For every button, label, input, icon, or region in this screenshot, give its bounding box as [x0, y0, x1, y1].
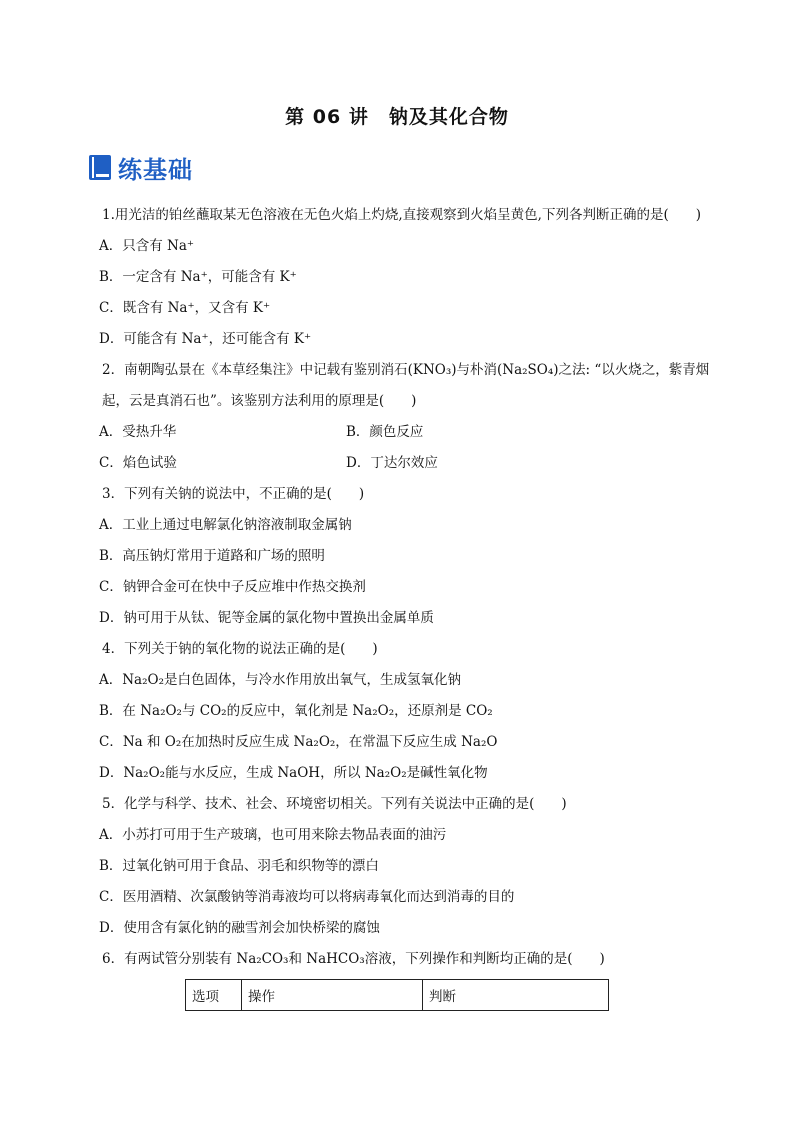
question-2-option-a: A．受热升华	[99, 424, 177, 440]
question-3-option-d: D．钠可用于从钛、铌等金属的氯化物中置换出金属单质	[99, 610, 434, 626]
question-5-option-d: D．使用含有氯化钠的融雪剂会加快桥梁的腐蚀	[99, 920, 380, 936]
table-header-cell: 判断	[423, 980, 609, 1011]
question-2-option-c: C．焰色试验	[99, 455, 177, 471]
question-4-stem: 4．下列关于钠的氧化物的说法正确的是( )	[102, 641, 378, 657]
question-6-stem: 6．有两试管分别装有 Na₂CO₃和 NaHCO₃溶液，下列操作和判断均正确的是( )	[102, 951, 605, 967]
question-5-option-c: C．医用酒精、次氯酸钠等消毒液均可以将病毒氧化而达到消毒的目的	[99, 889, 515, 905]
table-header-row	[186, 980, 609, 1011]
question-3-option-c: C．钠钾合金可在快中子反应堆中作热交换剂	[99, 579, 366, 595]
book-icon	[88, 154, 112, 181]
question-3-option-b: B．高压钠灯常用于道路和广场的照明	[99, 548, 325, 564]
question-4-option-a: A．Na₂O₂是白色固体，与冷水作用放出氧气，生成氢氧化钠	[99, 672, 462, 688]
question-2-option-b: B．颜色反应	[346, 424, 424, 440]
section-header	[88, 150, 193, 184]
question-1-option-d: D．可能含有 Na⁺，还可能含有 K⁺	[99, 331, 312, 347]
question-1-option-c: C．既含有 Na⁺，又含有 K⁺	[99, 300, 271, 316]
question-2-stem: 2．南朝陶弘景在《本草经集注》中记载有鉴别消石(KNO₃)与朴消(Na₂SO₄)之法: “以火烧之，紫青烟起，云是真消石也”。该鉴别方法利用的原理是( )	[102, 362, 710, 409]
question-3-option-a: A．工业上通过电解氯化钠溶液制取金属钠	[99, 517, 352, 533]
table-header-cell: 选项	[186, 980, 242, 1011]
question-2-option-d: D．丁达尔效应	[346, 455, 438, 471]
question-4-option-b: B．在 Na₂O₂与 CO₂的反应中，氧化剂是 Na₂O₂，还原剂是 CO₂	[99, 703, 493, 719]
question-5-stem: 5．化学与科学、技术、社会、环境密切相关。下列有关说法中正确的是( )	[102, 796, 567, 812]
question-6-table	[185, 979, 609, 1011]
question-2-options-row-2	[99, 448, 731, 479]
question-4-option-d: D．Na₂O₂能与水反应，生成 NaOH，所以 Na₂O₂是碱性氧化物	[99, 765, 488, 781]
question-1-option-a: A．只含有 Na⁺	[99, 238, 195, 254]
table-header-cell: 操作	[242, 980, 423, 1011]
question-3-stem: 3．下列有关钠的说法中，不正确的是( )	[102, 486, 365, 502]
question-5-option-b: B．过氧化钠可用于食品、羽毛和织物等的漂白	[99, 858, 379, 874]
page-title: 第 06 讲 钠及其化合物	[285, 106, 509, 128]
section-label: 练基础	[118, 155, 193, 184]
question-1-option-b: B．一定含有 Na⁺，可能含有 K⁺	[99, 269, 297, 285]
question-2-options-row-1	[99, 417, 731, 448]
question-list	[99, 200, 731, 975]
question-1-stem: 1.用光洁的铂丝蘸取某无色溶液在无色火焰上灼烧,直接观察到火焰呈黄色,下列各判断正确的是( )	[102, 207, 701, 223]
question-5-option-a: A．小苏打可用于生产玻璃，也可用来除去物品表面的油污	[99, 827, 447, 843]
question-4-option-c: C．Na 和 O₂在加热时反应生成 Na₂O₂，在常温下反应生成 Na₂O	[99, 734, 498, 750]
